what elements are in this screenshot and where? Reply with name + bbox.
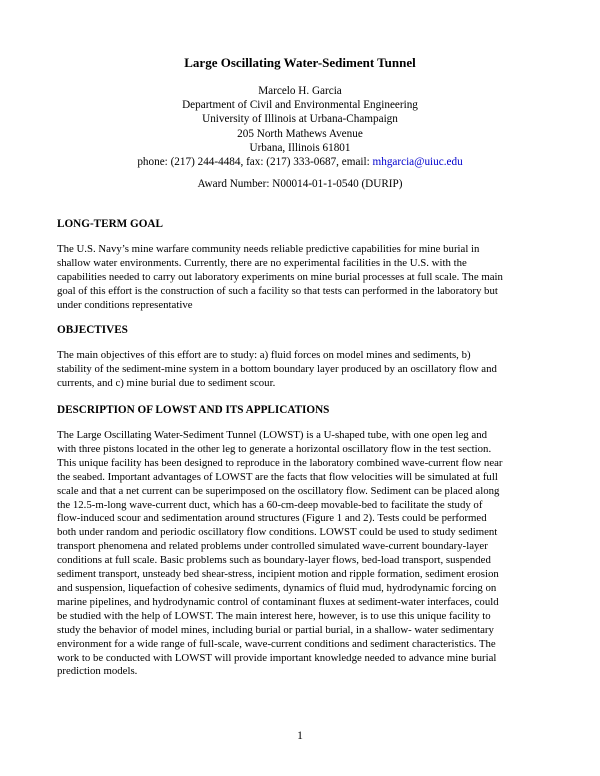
text-line: goal of this effort is the construction of such a facility so that tests can performed in the laboratory but [57, 284, 498, 297]
heading-long-term-goal: LONG-TERM GOAL [57, 218, 163, 230]
text-line: with three pistons located in the other leg to generate a horizontal oscillatory flow in the test section. [57, 442, 492, 455]
contact-text: phone: (217) 244-4484, fax: (217) 333-0687, email: [137, 156, 373, 169]
text-line: stability of the sediment-mine system in a bottom boundary layer produced by an oscillatory flow and [57, 362, 497, 375]
text-line: environment for a wide range of full-scale, wave-current conditions and sediment characteristics. The [57, 637, 496, 650]
author-university: University of Illinois at Urbana-Champaign [202, 113, 398, 126]
text-line: This unique facility has been designed to reproduce in the laboratory combined wave-current flow near [57, 456, 503, 469]
text-line: under conditions representative [57, 298, 193, 311]
author-block [0, 84, 600, 169]
text-line: scale and that a net current can be superimposed on the oscillatory flow. Sediment can be placed along [57, 484, 500, 497]
text-line: prediction models. [57, 665, 138, 678]
text-line: transport phenomena and related problems under controlled simulated wave-current boundary-layer [57, 540, 488, 553]
heading-objectives: OBJECTIVES [57, 324, 128, 336]
text-line: currents, and c) mine burial due to sediment scour. [57, 376, 276, 389]
text-line: The U.S. Navy’s mine warfare community needs reliable predictive capabilities for mine burial in [57, 243, 480, 255]
author-street: 205 North Mathews Avenue [237, 127, 363, 140]
paragraph-objectives [57, 349, 543, 391]
paragraph-description [57, 429, 543, 679]
author-city: Urbana, Illinois 61801 [249, 141, 351, 154]
page-number: 1 [297, 730, 303, 742]
author-contact [0, 155, 600, 169]
text-line: work to be conducted with LOWST will provide important knowledge needed to advance mine burial [57, 651, 497, 664]
author-department: Department of Civil and Environmental Engineering [182, 99, 418, 112]
text-line: sediment transport, unsteady bed shear-stress, incipient motion and ripple formation, sediment erosion [57, 568, 499, 581]
text-line: be studied with the help of LOWST. The main interest here, however, is to use this unique facility to [57, 609, 491, 622]
text-line: shallow water environments. Currently, there are no experimental facilities in the U.S. with the [57, 256, 467, 269]
paper-title: Large Oscillating Water-Sediment Tunnel [184, 55, 416, 70]
text-line: capabilities needed to carry out laboratory experiments on mine burial processes at full scale. The main [57, 270, 503, 283]
text-line: the seabed. Important advantages of LOWST are the facts that flow velocities will be simulated at full [57, 470, 498, 483]
heading-description: DESCRIPTION OF LOWST AND ITS APPLICATIONS [57, 404, 330, 416]
text-line: The main objectives of this effort are to study: a) fluid forces on model mines and sediments, b) [57, 349, 471, 361]
text-line: marine pipelines, and hydrodynamic control of contaminant fluxes at sediment-water interfaces, could [57, 595, 499, 608]
paragraph-long-term-goal [57, 243, 543, 313]
email-link[interactable]: mhgarcia@uiuc.edu [372, 156, 463, 169]
text-line: conditions at full scale. Basic problems such as boundary-layer flows, bed-load transport, suspended [57, 554, 491, 567]
text-line: both under random and periodic oscillatory flow conditions. LOWST could be used to study sediment [57, 526, 498, 539]
author-name: Marcelo H. Garcia [258, 85, 342, 97]
text-line: and suspension, liquefaction of cohesive sediments, dynamics of fluid mud, hydrodynamic forcing on [57, 581, 497, 594]
text-line: The Large Oscillating Water-Sediment Tunnel (LOWST) is a U-shaped tube, with one open leg and [57, 429, 487, 441]
award-number: Award Number: N00014-01-1-0540 (DURIP) [197, 178, 403, 190]
text-line: flow-induced scour and sedimentation around structures (Figure 1 and 2). Tests could be performed [57, 512, 487, 525]
text-line: study the behavior of model mines, including burial or partial burial, in a shallow- water sedimentary [57, 623, 494, 636]
text-line: the 12.5-m-long wave-current duct, which has a 60-cm-deep movable-bed to facilitate the study of [57, 498, 483, 511]
